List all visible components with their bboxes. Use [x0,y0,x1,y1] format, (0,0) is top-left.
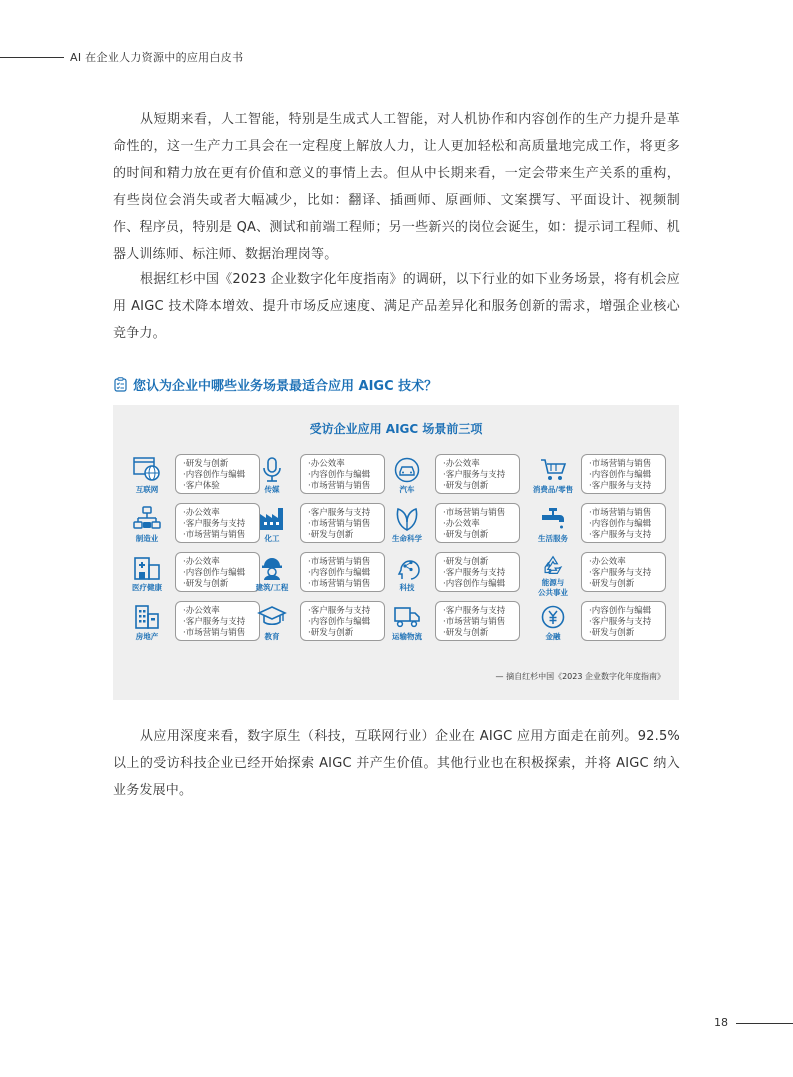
scenario-item: ·客户服务与支持 [589,617,652,627]
scenario-item: ·客户服务与支持 [443,606,506,616]
scenario-box [581,552,666,592]
industry-label: 传媒 [264,485,280,494]
scenario-item: ·市场营销与销售 [183,530,246,540]
scenario-item: ·研发与创新 [443,557,489,567]
scenario-item: ·办公效率 [308,459,345,469]
industry-label: 汽车 [399,485,415,494]
scenario-item: ·内容创作与编辑 [589,519,652,529]
scenario-item: ·客户服务与支持 [589,481,652,491]
scenario-box [300,601,385,641]
scenario-item: ·客户服务与支持 [183,519,246,529]
truck-icon [393,604,421,630]
header-rule [0,57,64,58]
cart-icon [539,457,567,483]
scenario-item: ·研发与创新 [443,628,489,638]
scenario-item: ·内容创作与编辑 [183,470,246,480]
survey-question-text: 您认为企业中哪些业务场景最适合应用 AIGC 技术？ [133,379,438,394]
industry-label: 教育 [264,632,280,641]
scenario-item: ·客户服务与支持 [443,568,506,578]
hardhat-icon [259,555,285,581]
industry-label: 消费品/零售 [532,485,574,494]
figure-title: 受访企业应用 AIGC 场景前三项 [309,422,483,436]
scenario-box [175,454,260,494]
industry-label: 化工 [264,534,280,543]
scenario-item: ·市场营销与销售 [443,508,506,518]
scenario-item: ·市场营销与销售 [443,617,506,627]
scenario-box [581,454,666,494]
scenario-item: ·办公效率 [443,459,480,469]
scenario-box [300,503,385,543]
scenario-box [581,503,666,543]
scenario-item: ·内容创作与编辑 [443,579,506,589]
car-icon [394,457,420,483]
scenario-item: ·办公效率 [183,606,220,616]
industry-label: 制造业 [135,534,159,543]
scenario-item: ·客户服务与支持 [589,568,652,578]
scenario-item: ·市场营销与销售 [308,557,371,567]
scenario-item: ·研发与创新 [443,530,489,540]
industry-label: 金融 [545,632,561,641]
survey-question [113,375,437,394]
graduation-cap-icon [257,604,287,630]
figure-source: — 摘自红杉中国《2023 企业数字化年度指南》 [495,672,665,681]
scenario-item: ·研发与创新 [443,481,489,491]
coin-icon [540,604,566,630]
scenario-box [175,552,260,592]
scenario-item: ·内容创作与编辑 [308,470,371,480]
scenario-item: ·办公效率 [589,557,626,567]
industry-label: 建筑/工程 [255,583,289,592]
scenario-item: ·研发与创新 [183,459,229,469]
header-title: AI 在企业人力资源中的应用白皮书 [70,51,244,64]
scenario-item: ·市场营销与销售 [308,579,371,589]
share-head-icon [394,555,420,581]
scenario-item: ·市场营销与销售 [308,481,371,491]
faucet-icon [539,506,567,532]
scenario-box [435,503,520,543]
scenario-item: ·客户服务与支持 [183,617,246,627]
scenario-box [435,552,520,592]
industry-label: 生命科学 [392,534,422,543]
chemical-plant-icon [258,506,286,532]
recycle-icon [540,555,566,576]
scenario-item: ·客户服务与支持 [308,508,371,518]
paragraph-2: 根据红杉中国《2023 企业数字化年度指南》的调研，以下行业的如下业务场景，将有机会应用 AIGC 技术降本增效、提升市场反应速度、满足产品差异化和服务创新的需求，增强企业核心竞争力。 [113,272,680,341]
scenario-box [581,601,666,641]
industry-label [538,578,568,598]
checklist-icon [113,377,128,392]
scenario-item: ·客户服务与支持 [308,606,371,616]
scenario-item: ·研发与创新 [308,628,354,638]
industry-label-line: 能源与 [541,578,565,587]
globe-icon [133,457,161,483]
microphone-icon [260,457,284,483]
footer-rule [736,1023,793,1024]
scenario-item: ·内容创作与编辑 [308,568,371,578]
scenario-box [300,552,385,592]
paragraph-1: 从短期来看，人工智能，特别是生成式人工智能，对人机协作和内容创作的生产力提升是革命性的，这一生产力工具会在一定程度上解放人力，让人更加轻松和高质量地完成工作，将更多的时间和精力放在更有价值和意义的事情上去。但从中长期来看，一定会带来生产关系的重构，有些岗位会消失或者大幅减少，比如：翻译、插画师、原画师、文案撰写、平面设计、视频制作、程序员，特别是 QA、测试和前端工程师；另一些新兴的岗位会诞生，如：提示词工程师、机器人训练师、标注师、数据治理岗等。 [113,112,680,262]
scenario-item: ·客户服务与支持 [443,470,506,480]
scenario-item: ·研发与创新 [589,628,635,638]
scenario-box [175,503,260,543]
industry-label: 科技 [399,583,415,592]
scenario-box [175,601,260,641]
scenario-item: ·市场营销与销售 [589,459,652,469]
industry-label-line: 公共事业 [538,588,568,597]
scenario-item: ·内容创作与编辑 [308,617,371,627]
leaf-icon [394,506,420,532]
scenario-item: ·研发与创新 [183,579,229,589]
scenario-item: ·研发与创新 [589,579,635,589]
scenario-item: ·客户体验 [183,481,220,491]
scenario-item: ·市场营销与销售 [308,519,371,529]
industry-label: 互联网 [135,485,159,494]
paragraph-3: 从应用深度来看，数字原生（科技，互联网行业）企业在 AIGC 应用方面走在前列。92.5% 以上的受访科技企业已经开始探索 AIGC 并产生价值。其他行业也在积极探索，并将 AIGC 纳入业务发展中。 [113,729,680,798]
scenario-item: ·内容创作与编辑 [183,568,246,578]
scenario-item: ·内容创作与编辑 [589,606,652,616]
figure-panel [113,405,679,700]
scenario-item: ·客户服务与支持 [589,530,652,540]
scenario-item: ·市场营销与销售 [589,508,652,518]
scenario-item: ·内容创作与编辑 [589,470,652,480]
scenario-item: ·办公效率 [183,557,220,567]
industry-label: 医疗健康 [132,583,162,592]
industry-label: 生活服务 [538,534,568,543]
industry-label: 运输物流 [392,632,422,641]
scenario-item: ·市场营销与销售 [183,628,246,638]
industry-label: 房地产 [135,632,159,641]
scenario-box [300,454,385,494]
scenario-item: ·办公效率 [183,508,220,518]
building-icon [133,604,161,630]
hospital-icon [133,555,161,581]
scenario-box [435,454,520,494]
scenario-item: ·研发与创新 [308,530,354,540]
scenario-item: ·办公效率 [443,519,480,529]
scenario-box [435,601,520,641]
page-number: 18 [714,1016,728,1029]
factory-network-icon [133,506,161,532]
